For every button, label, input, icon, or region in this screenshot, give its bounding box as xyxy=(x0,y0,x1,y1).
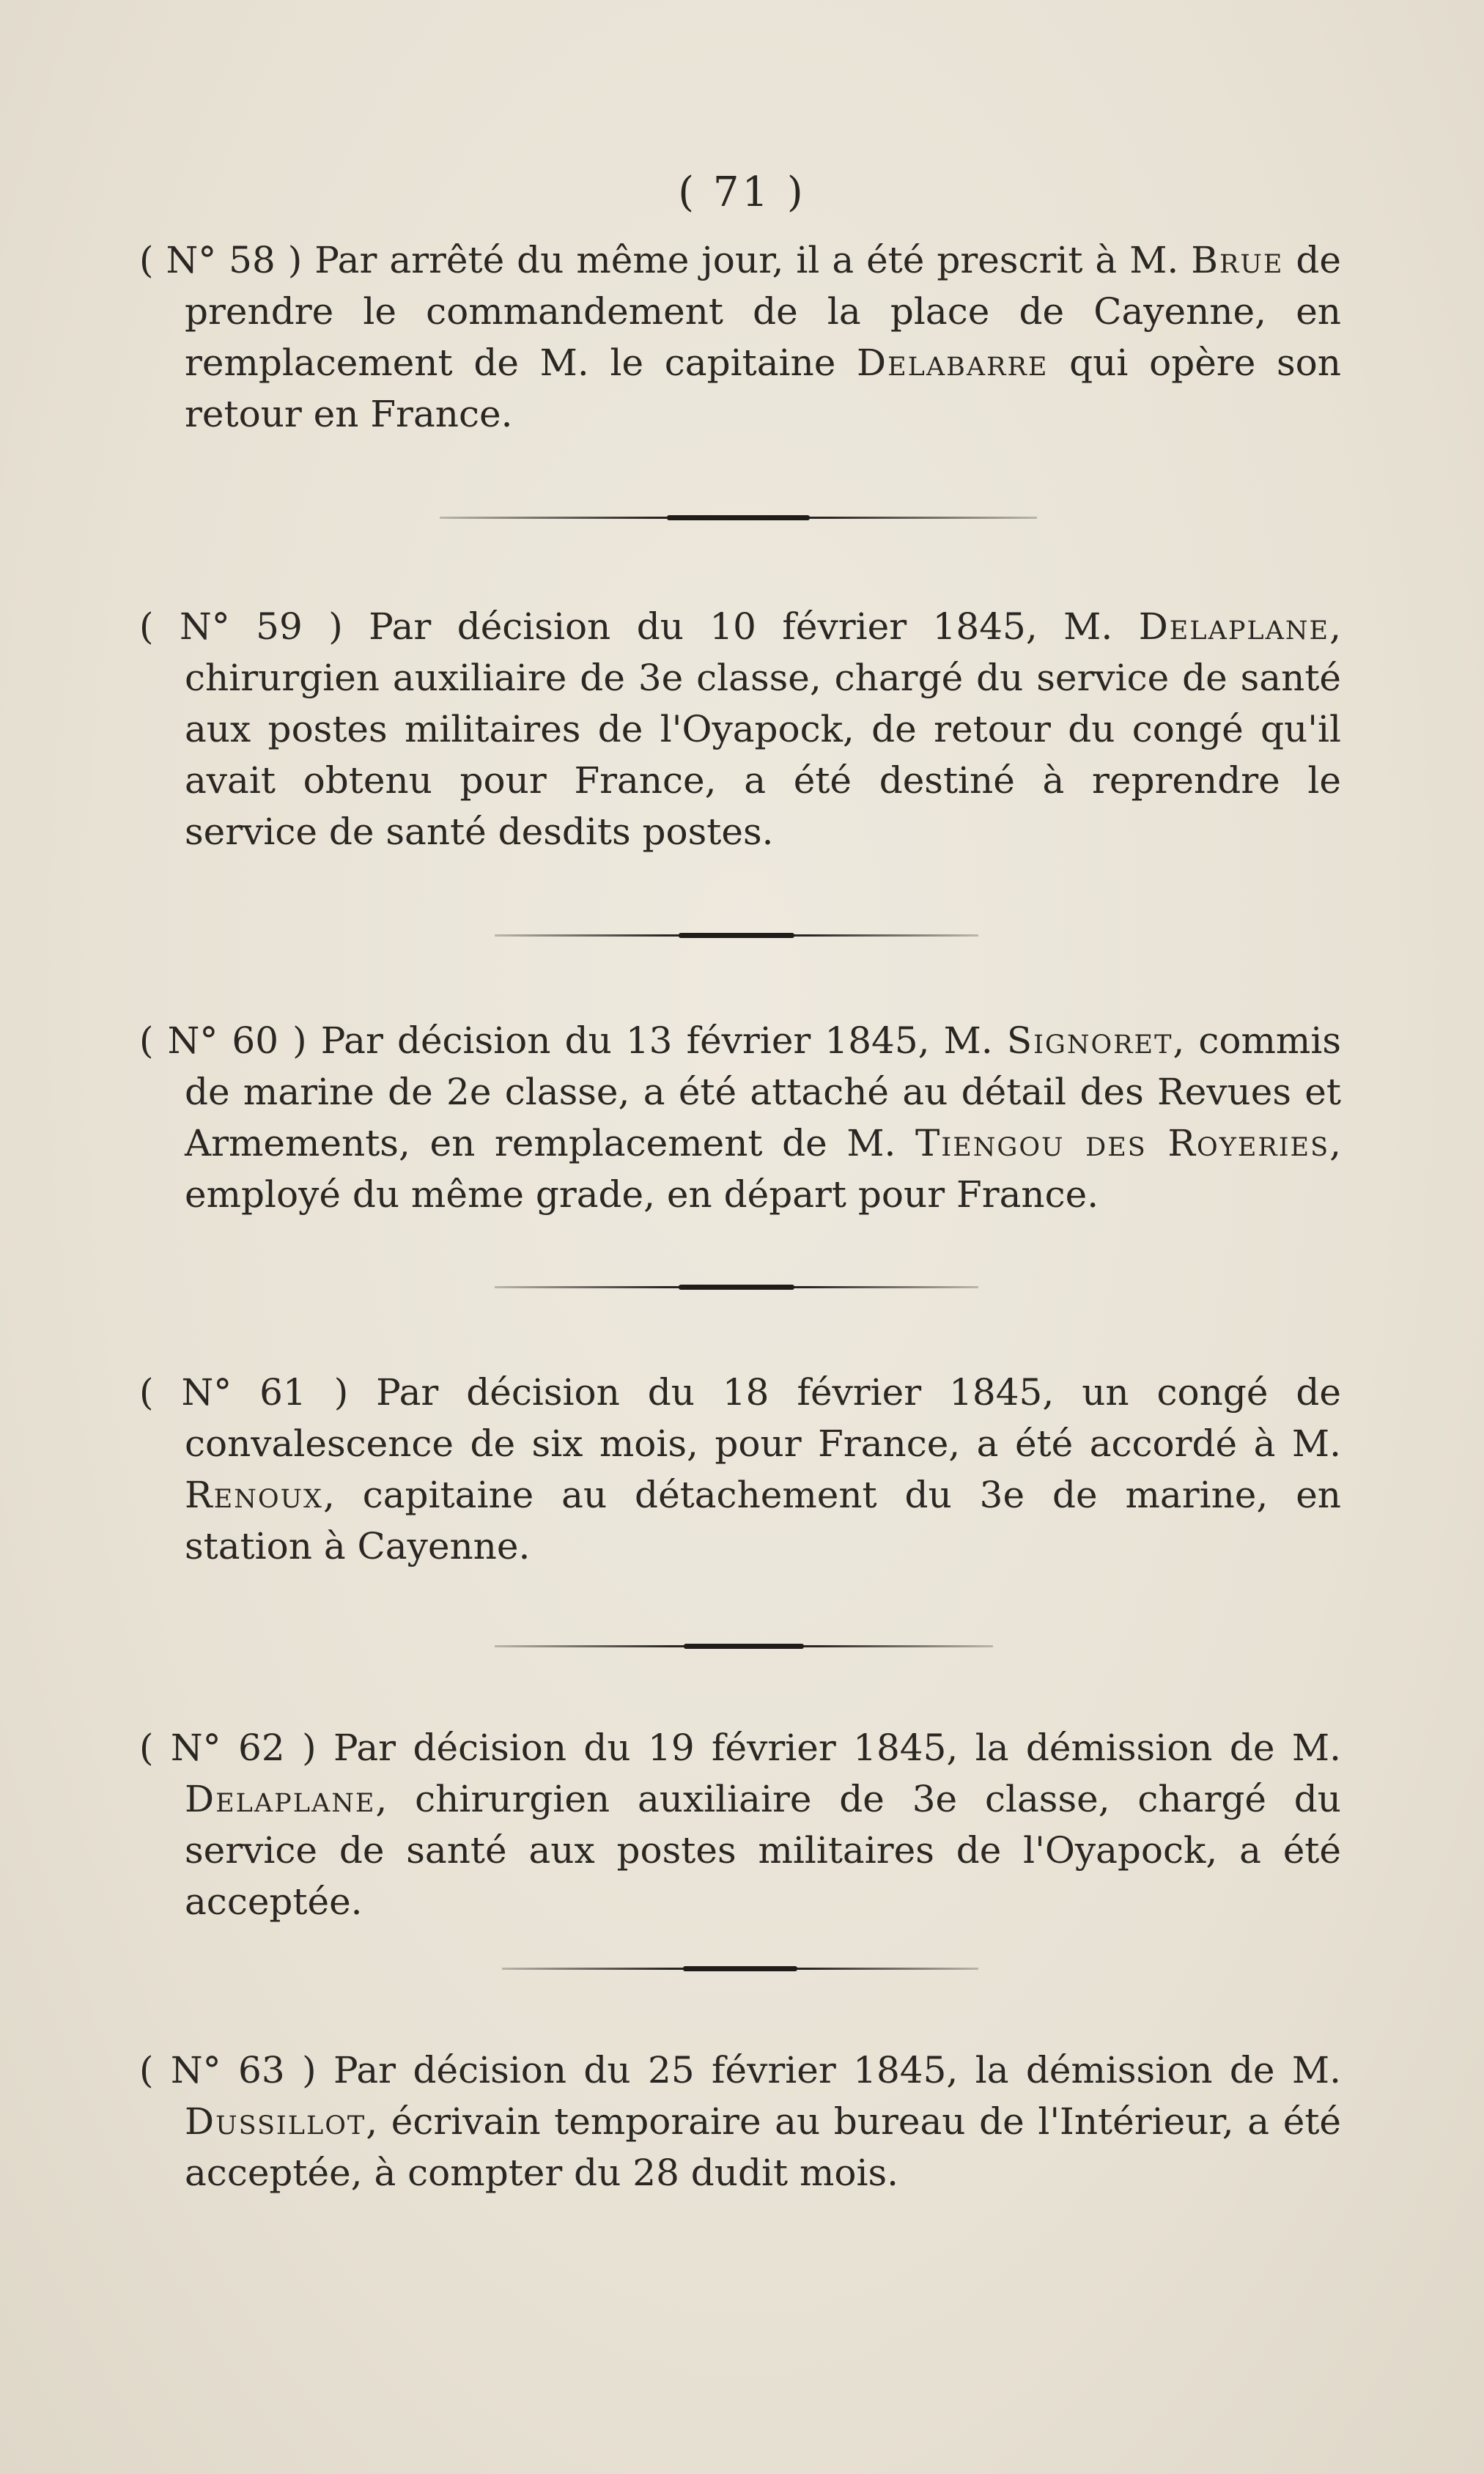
entry-text: ( N° 58 ) Par arrêté du même jour, il a été prescrit à M. Brue de prendre le commandement de la place de Cayenne, en remplacement de M. le capitaine Delabarre qui opère son retour en France. xyxy=(139,239,1341,435)
entry-60 xyxy=(139,1015,1341,1220)
section-divider xyxy=(440,517,1037,519)
person-name: Delaplane xyxy=(1138,605,1330,648)
entry-number: ( N° 63 ) xyxy=(139,2049,317,2091)
page-number: ( 71 ) xyxy=(678,169,806,216)
entry-text: ( N° 62 ) Par décision du 19 février 1845, la démission de M. Delaplane, chirurgien auxiliaire de 3e classe, chargé du service de santé aux postes militaires de l'Oyapock, a été acceptée. xyxy=(139,1727,1341,1923)
entry-63 xyxy=(139,2045,1341,2198)
entry-number: ( N° 61 ) xyxy=(139,1371,349,1414)
section-divider xyxy=(495,1645,993,1647)
entry-62 xyxy=(139,1722,1341,1927)
person-name: Brue xyxy=(1191,239,1284,281)
person-name: Delabarre xyxy=(857,341,1049,384)
section-divider xyxy=(495,1286,978,1288)
entry-text: ( N° 63 ) Par décision du 25 février 1845, la démission de M. Dussillot, écrivain temporaire au bureau de l'Intérieur, a été acceptée, à compter du 28 dudit mois. xyxy=(139,2049,1341,2194)
section-divider xyxy=(502,1968,978,1970)
entry-text: ( N° 61 ) Par décision du 18 février 1845, un congé de convalescence de six mois, pour France, a été accordé à M. Renoux, capitaine au détachement du 3e de marine, en station à Cayenne. xyxy=(139,1371,1341,1568)
entry-number: ( N° 62 ) xyxy=(139,1727,317,1769)
section-divider xyxy=(495,934,978,937)
entry-text: ( N° 60 ) Par décision du 13 février 1845, M. Signoret, commis de marine de 2e classe, a été attaché au détail des Revues et Armements, en remplacement de M. Tiengou des Royeries, employé du même grade, en départ pour France. xyxy=(139,1019,1341,1216)
entry-number: ( N° 60 ) xyxy=(139,1019,307,1062)
entry-number: ( N° 59 ) xyxy=(139,605,343,648)
person-name: Renoux xyxy=(185,1474,323,1516)
entry-text: ( N° 59 ) Par décision du 10 février 1845, M. Delaplane, chirurgien auxiliaire de 3e classe, chargé du service de santé aux postes militaires de l'Oyapock, de retour du congé qu'il avait obtenu pour France, a été destiné à reprendre le service de santé desdits postes. xyxy=(139,605,1341,853)
entry-58 xyxy=(139,235,1341,440)
entry-59 xyxy=(139,601,1341,857)
entry-number: ( N° 58 ) xyxy=(139,239,303,281)
person-name: Delaplane xyxy=(185,1778,376,1820)
person-name: Dussillot xyxy=(185,2100,366,2143)
person-name: Signoret xyxy=(1006,1019,1173,1062)
entry-61 xyxy=(139,1367,1341,1572)
person-name: Tiengou des Royeries xyxy=(915,1122,1330,1164)
